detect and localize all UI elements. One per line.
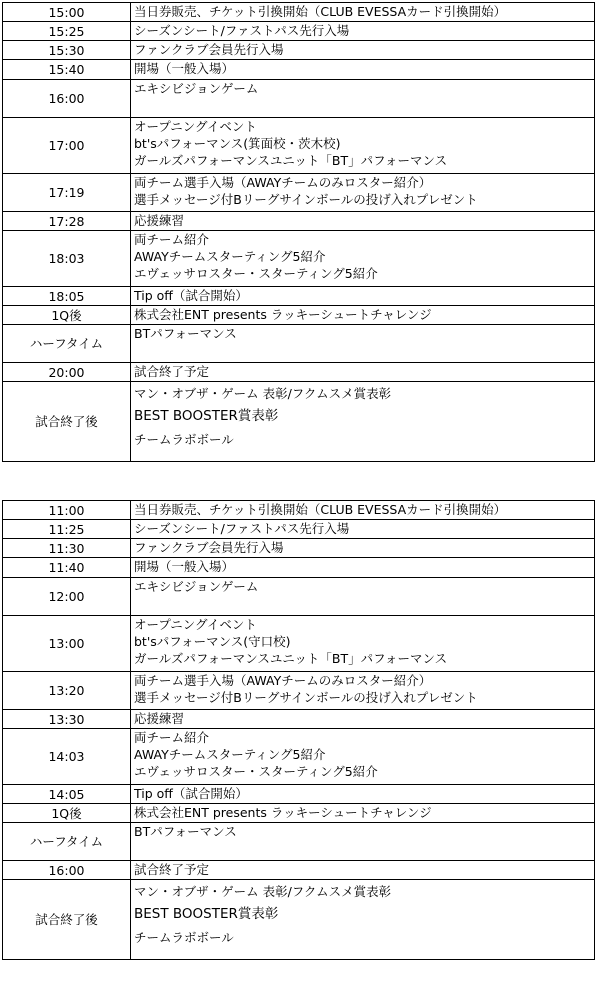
event-cell (131, 231, 595, 287)
time-cell: 11:00 (3, 501, 131, 520)
time-cell: ハーフタイム (3, 325, 131, 363)
schedule-row (3, 118, 595, 174)
schedule-table-day-1 (2, 2, 595, 462)
event-cell (131, 287, 595, 306)
event-cell (131, 578, 595, 616)
event-cell (131, 539, 595, 558)
schedule-row (3, 785, 595, 804)
schedule-row (3, 41, 595, 60)
event-cell (131, 710, 595, 729)
event-line: Tip off（試合開始） (134, 288, 248, 303)
event-line: シーズンシート/ファストパス先行入場 (134, 521, 350, 536)
event-line: 応援練習 (134, 711, 185, 726)
event-line: ファンクラブ会員先行入場 (134, 42, 284, 57)
event-cell (131, 325, 595, 363)
event-line: bt'sパフォーマンス(箕面校・茨木校) (134, 136, 341, 151)
time-cell: 16:00 (3, 80, 131, 118)
event-cell (131, 880, 595, 960)
time-cell: 17:28 (3, 212, 131, 231)
schedule-row (3, 501, 595, 520)
event-line: マン・オブザ・ゲーム 表彰/フクムスメ賞表彰 (134, 884, 392, 899)
event-line: オープニングイベント (134, 617, 257, 632)
schedule-row (3, 880, 595, 960)
event-cell (131, 212, 595, 231)
event-line: 開場（一般入場） (134, 559, 235, 574)
time-cell: 20:00 (3, 363, 131, 382)
event-line: 選手メッセージ付Bリーグサインボールの投げ入れプレゼント (134, 192, 478, 207)
event-line: 株式会社ENT presents ラッキーシュートチャレンジ (134, 805, 432, 820)
event-line: BEST BOOSTER賞表彰 (134, 408, 279, 424)
event-line: bt'sパフォーマンス(守口校) (134, 634, 291, 649)
event-line: エキシビジョンゲーム (134, 579, 259, 594)
event-cell (131, 861, 595, 880)
event-line: 両チーム紹介 (134, 232, 210, 247)
event-cell (131, 118, 595, 174)
event-cell (131, 520, 595, 539)
time-cell: 11:30 (3, 539, 131, 558)
event-cell (131, 804, 595, 823)
schedule-row (3, 729, 595, 785)
event-line: マン・オブザ・ゲーム 表彰/フクムスメ賞表彰 (134, 386, 392, 401)
schedule-row (3, 558, 595, 578)
time-cell: 15:30 (3, 41, 131, 60)
event-cell (131, 41, 595, 60)
event-line: 当日券販売、チケット引換開始（CLUB EVESSAカード引換開始） (134, 502, 507, 517)
schedule-row (3, 672, 595, 710)
event-cell (131, 729, 595, 785)
schedule-row (3, 174, 595, 212)
schedule-row (3, 212, 595, 231)
event-line: ガールズパフォーマンスユニット「BT」パフォーマンス (134, 153, 448, 168)
schedule-row (3, 578, 595, 616)
time-cell: 13:30 (3, 710, 131, 729)
event-line: シーズンシート/ファストパス先行入場 (134, 23, 350, 38)
time-cell: ハーフタイム (3, 823, 131, 861)
event-line: 応援練習 (134, 213, 185, 228)
schedule-row (3, 804, 595, 823)
event-line: 株式会社ENT presents ラッキーシュートチャレンジ (134, 307, 432, 322)
event-cell (131, 306, 595, 325)
event-cell (131, 672, 595, 710)
time-cell: 11:25 (3, 520, 131, 539)
event-cell (131, 3, 595, 22)
schedule-row (3, 60, 595, 80)
time-cell: 14:03 (3, 729, 131, 785)
event-line: チームラボボール (134, 930, 234, 945)
event-cell (131, 501, 595, 520)
event-line: エヴェッサロスター・スターティング5紹介 (134, 764, 378, 779)
event-line: 当日券販売、チケット引換開始（CLUB EVESSAカード引換開始） (134, 4, 507, 19)
event-line: BTパフォーマンス (134, 824, 237, 839)
time-cell: 15:40 (3, 60, 131, 80)
time-cell: 11:40 (3, 558, 131, 578)
event-line: 試合終了予定 (134, 364, 210, 379)
event-line: 選手メッセージ付Bリーグサインボールの投げ入れプレゼント (134, 690, 478, 705)
schedule-row (3, 823, 595, 861)
event-cell (131, 22, 595, 41)
event-cell (131, 60, 595, 80)
time-cell: 18:03 (3, 231, 131, 287)
time-cell: 12:00 (3, 578, 131, 616)
event-cell (131, 785, 595, 804)
schedule-row (3, 80, 595, 118)
event-line: BEST BOOSTER賞表彰 (134, 906, 279, 922)
event-line: 両チーム紹介 (134, 730, 210, 745)
schedule-row (3, 306, 595, 325)
time-cell: 17:00 (3, 118, 131, 174)
event-line: AWAYチームスターティング5紹介 (134, 747, 326, 762)
time-cell: 1Q後 (3, 306, 131, 325)
time-cell: 1Q後 (3, 804, 131, 823)
time-cell: 15:25 (3, 22, 131, 41)
schedule-row (3, 231, 595, 287)
time-cell: 18:05 (3, 287, 131, 306)
event-line: オープニングイベント (134, 119, 257, 134)
event-line: ガールズパフォーマンスユニット「BT」パフォーマンス (134, 651, 448, 666)
event-line: ファンクラブ会員先行入場 (134, 540, 284, 555)
time-cell: 13:20 (3, 672, 131, 710)
time-cell: 15:00 (3, 3, 131, 22)
schedule-row (3, 710, 595, 729)
event-line: 開場（一般入場） (134, 61, 235, 76)
time-cell: 16:00 (3, 861, 131, 880)
event-line: エキシビジョンゲーム (134, 81, 259, 96)
event-cell (131, 174, 595, 212)
schedule-row (3, 325, 595, 363)
time-cell: 13:00 (3, 616, 131, 672)
schedule-row (3, 287, 595, 306)
event-line: チームラボボール (134, 432, 234, 447)
event-cell (131, 80, 595, 118)
schedule-row (3, 382, 595, 462)
schedule-table-day-2 (2, 500, 595, 960)
time-cell: 14:05 (3, 785, 131, 804)
event-line: AWAYチームスターティング5紹介 (134, 249, 326, 264)
time-cell: 17:19 (3, 174, 131, 212)
schedule-row (3, 539, 595, 558)
schedule-row (3, 3, 595, 22)
schedule-row (3, 363, 595, 382)
time-cell: 試合終了後 (3, 382, 131, 462)
event-line: エヴェッサロスター・スターティング5紹介 (134, 266, 378, 281)
schedule-row (3, 861, 595, 880)
event-cell (131, 616, 595, 672)
event-cell (131, 558, 595, 578)
event-line: 両チーム選手入場（AWAYチームのみロスター紹介） (134, 175, 432, 190)
event-cell (131, 382, 595, 462)
schedule-row (3, 22, 595, 41)
schedule-row (3, 616, 595, 672)
event-line: Tip off（試合開始） (134, 786, 248, 801)
event-line: 両チーム選手入場（AWAYチームのみロスター紹介） (134, 673, 432, 688)
event-line: BTパフォーマンス (134, 326, 237, 341)
event-line: 試合終了予定 (134, 862, 210, 877)
time-cell: 試合終了後 (3, 880, 131, 960)
schedule-row (3, 520, 595, 539)
event-cell (131, 823, 595, 861)
event-cell (131, 363, 595, 382)
